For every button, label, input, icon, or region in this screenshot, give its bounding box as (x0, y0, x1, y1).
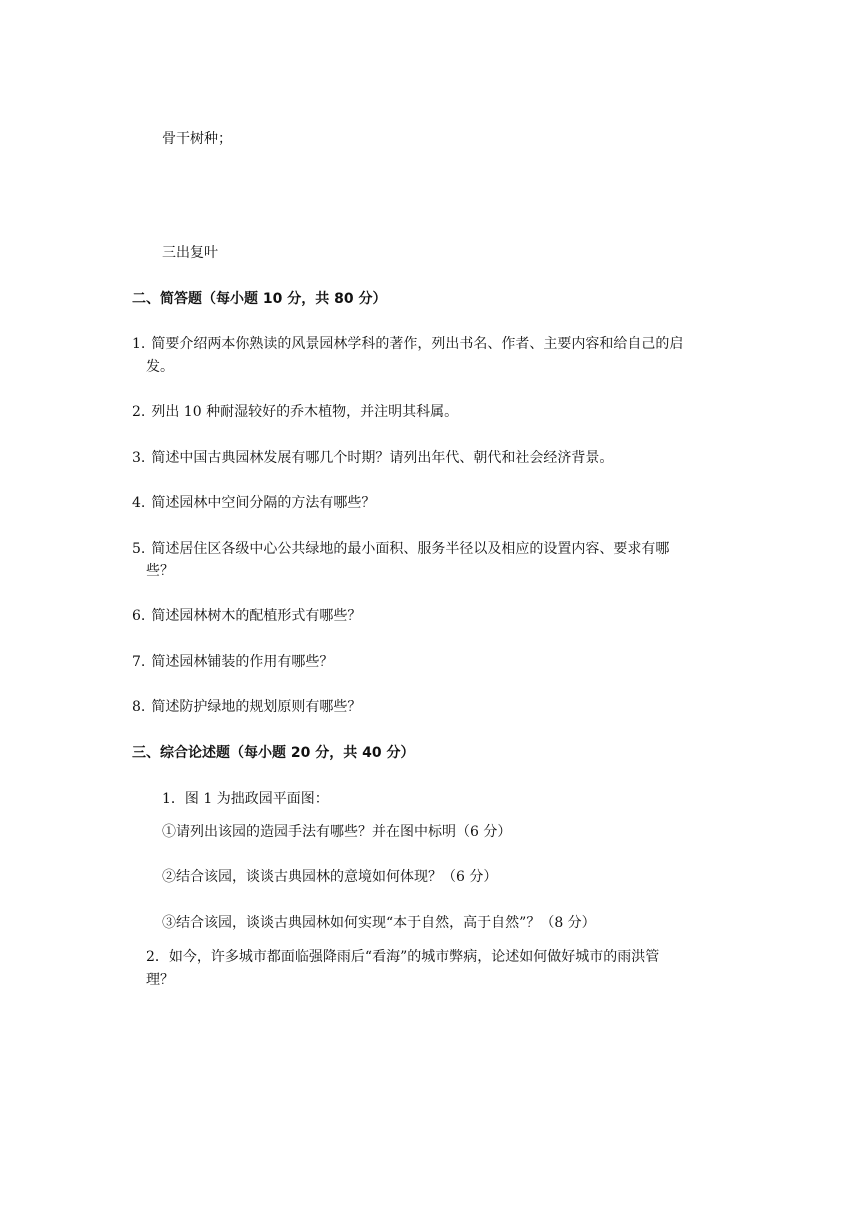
question-number: 8. (132, 699, 146, 715)
question-5-continuation: 些？ (146, 563, 174, 579)
question-text: 简述园林铺装的作用有哪些？ (151, 654, 334, 670)
question-1-continuation: 发。 (146, 359, 174, 375)
section-3-heading: 三、综合论述题（每小题 20 分，共 40 分） (132, 745, 415, 761)
essay-subquestion-2: ②结合该园，谈谈古典园林的意境如何体现？（6 分） (162, 869, 498, 885)
question-2 (132, 402, 458, 422)
question-number: 6. (132, 608, 146, 624)
question-6 (132, 606, 361, 626)
question-number: 1. (132, 336, 146, 352)
question-number: 5. (132, 541, 146, 557)
essay-question-1-intro: 1．图 1 为拙政园平面图： (162, 791, 329, 807)
question-1 (132, 334, 683, 354)
section-2-heading: 二、简答题（每小题 10 分，共 80 分） (132, 291, 387, 307)
question-number: 4. (132, 495, 146, 511)
question-3 (132, 448, 613, 468)
question-5 (132, 539, 669, 559)
question-text: 简述防护绿地的规划原则有哪些？ (151, 699, 362, 715)
question-text: 简要介绍两本你熟读的风景园林学科的著作，列出书名、作者、主要内容和给自己的启 (151, 336, 684, 352)
question-text: 简述园林树木的配植形式有哪些？ (151, 608, 362, 624)
question-number: 7. (132, 654, 146, 670)
question-number: 2. (132, 404, 146, 420)
question-text: 简述居住区各级中心公共绿地的最小面积、服务半径以及相应的设置内容、要求有哪 (151, 541, 670, 557)
question-7 (132, 652, 333, 672)
question-text: 列出 10 种耐湿较好的乔木植物，并注明其科属。 (151, 404, 459, 420)
question-4 (132, 493, 375, 513)
essay-subquestion-1: ①请列出该园的造园手法有哪些？并在图中标明（6 分） (162, 824, 512, 840)
term-fragment-1: 骨干树种； (162, 131, 232, 147)
question-number: 3. (132, 450, 146, 466)
question-8 (132, 697, 361, 717)
essay-subquestion-3: ③结合该园，谈谈古典园林如何实现“本于自然，高于自然”？（8 分） (162, 915, 596, 931)
question-text: 简述中国古典园林发展有哪几个时期？请列出年代、朝代和社会经济背景。 (151, 450, 614, 466)
essay-question-2: 2．如今，许多城市都面临强降雨后“看海”的城市弊病，论述如何做好城市的雨洪管 (146, 949, 660, 965)
question-text: 简述园林中空间分隔的方法有哪些？ (151, 495, 376, 511)
essay-question-2-continuation: 理？ (146, 972, 174, 988)
term-fragment-2: 三出复叶 (162, 245, 218, 261)
